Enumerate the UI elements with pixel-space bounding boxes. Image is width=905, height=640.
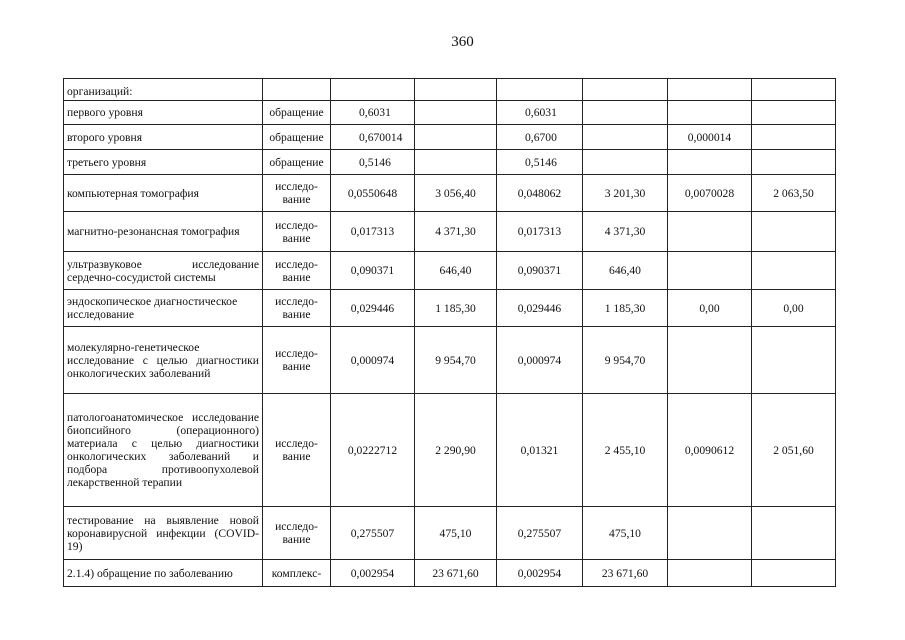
unit-cell: исследо-вание [263,290,331,327]
cost-local: 2 455,10 [583,394,668,507]
cost-total: 475,10 [415,507,497,560]
cost-total: 646,40 [415,252,497,290]
volume-federal [668,560,752,587]
volume-local: 0,017313 [497,212,583,252]
unit-cell: комплекс- [263,560,331,587]
service-name: молекулярно-генетическое исследование с целью диагностики онкологических заболеваний [64,327,263,394]
cost-total [415,101,497,125]
volume-federal: 0,0090612 [668,394,752,507]
service-name: патологоанатомическое исследование биопсийного (операционного) материала с целью диагностики онкологических заболеваний и подбора противоопухолевой лекарственной терапии [64,394,263,507]
page-number: 360 [451,34,474,50]
table-row [64,101,836,125]
service-name: ультразвуковое исследование сердечно-сосудистой системы [64,252,263,290]
service-name: организаций: [64,79,263,101]
volume-local: 0,002954 [497,560,583,587]
volume-local: 0,048062 [497,175,583,212]
cost-local: 646,40 [583,252,668,290]
table-row [64,327,836,394]
volume-total [331,79,415,101]
table-row [64,507,836,560]
service-name: первого уровня [64,101,263,125]
service-name: 2.1.4) обращение по заболеванию [64,560,263,587]
cost-federal [752,252,836,290]
cost-federal [752,507,836,560]
cost-total: 23 671,60 [415,560,497,587]
table-row [64,252,836,290]
table-row [64,212,836,252]
volume-federal [668,101,752,125]
volume-federal [668,327,752,394]
cost-local: 23 671,60 [583,560,668,587]
volume-local: 0,090371 [497,252,583,290]
cost-local: 475,10 [583,507,668,560]
volume-local [497,79,583,101]
volume-federal [668,150,752,175]
table-row [64,175,836,212]
cost-local: 3 201,30 [583,175,668,212]
volume-total: 0,670014 [331,125,415,150]
table-row [64,290,836,327]
volume-federal: 0,00 [668,290,752,327]
volume-local: 0,6031 [497,101,583,125]
unit-cell [263,79,331,101]
cost-total: 4 371,30 [415,212,497,252]
unit-cell: обращение [263,125,331,150]
cost-local [583,150,668,175]
volume-total: 0,029446 [331,290,415,327]
unit-cell: исследо-вание [263,175,331,212]
volume-total: 0,090371 [331,252,415,290]
cost-federal [752,101,836,125]
volume-local: 0,6700 [497,125,583,150]
volume-local: 0,5146 [497,150,583,175]
cost-total: 2 290,90 [415,394,497,507]
cost-total: 1 185,30 [415,290,497,327]
volume-total: 0,0222712 [331,394,415,507]
cost-local [583,125,668,150]
volume-total: 0,002954 [331,560,415,587]
table-row [64,560,836,587]
cost-federal [752,150,836,175]
table-row [64,125,836,150]
service-name: компьютерная томография [64,175,263,212]
service-name: третьего уровня [64,150,263,175]
volume-federal: 0,0070028 [668,175,752,212]
volume-local: 0,000974 [497,327,583,394]
cost-federal [752,212,836,252]
cost-total: 9 954,70 [415,327,497,394]
volume-federal [668,79,752,101]
cost-total [415,125,497,150]
unit-cell: исследо-вание [263,327,331,394]
tariff-table [63,78,836,587]
unit-cell: исследо-вание [263,394,331,507]
table-row [64,150,836,175]
volume-total: 0,275507 [331,507,415,560]
volume-total: 0,0550648 [331,175,415,212]
volume-federal: 0,000014 [668,125,752,150]
cost-federal: 0,00 [752,290,836,327]
cost-federal: 2 051,60 [752,394,836,507]
cost-local: 9 954,70 [583,327,668,394]
volume-federal [668,212,752,252]
service-name: второго уровня [64,125,263,150]
cost-local: 1 185,30 [583,290,668,327]
cost-local: 4 371,30 [583,212,668,252]
cost-total: 3 056,40 [415,175,497,212]
volume-local: 0,01321 [497,394,583,507]
volume-local: 0,275507 [497,507,583,560]
volume-total: 0,017313 [331,212,415,252]
volume-total: 0,5146 [331,150,415,175]
service-name: магнитно-резонансная томография [64,212,263,252]
unit-cell: обращение [263,101,331,125]
volume-total: 0,000974 [331,327,415,394]
volume-federal [668,507,752,560]
cost-federal [752,560,836,587]
table-row [64,394,836,507]
cost-total [415,79,497,101]
volume-total: 0,6031 [331,101,415,125]
unit-cell: исследо-вание [263,212,331,252]
table-row [64,79,836,101]
volume-local: 0,029446 [497,290,583,327]
unit-cell: исследо-вание [263,507,331,560]
cost-federal: 2 063,50 [752,175,836,212]
cost-local [583,79,668,101]
cost-local [583,101,668,125]
cost-federal [752,125,836,150]
service-name: тестирование на выявление новой коронавирусной инфекции (COVID-19) [64,507,263,560]
volume-federal [668,252,752,290]
service-name: эндоскопическое диагностическое исследование [64,290,263,327]
cost-total [415,150,497,175]
unit-cell: обращение [263,150,331,175]
cost-federal [752,79,836,101]
cost-federal [752,327,836,394]
unit-cell: исследо-вание [263,252,331,290]
